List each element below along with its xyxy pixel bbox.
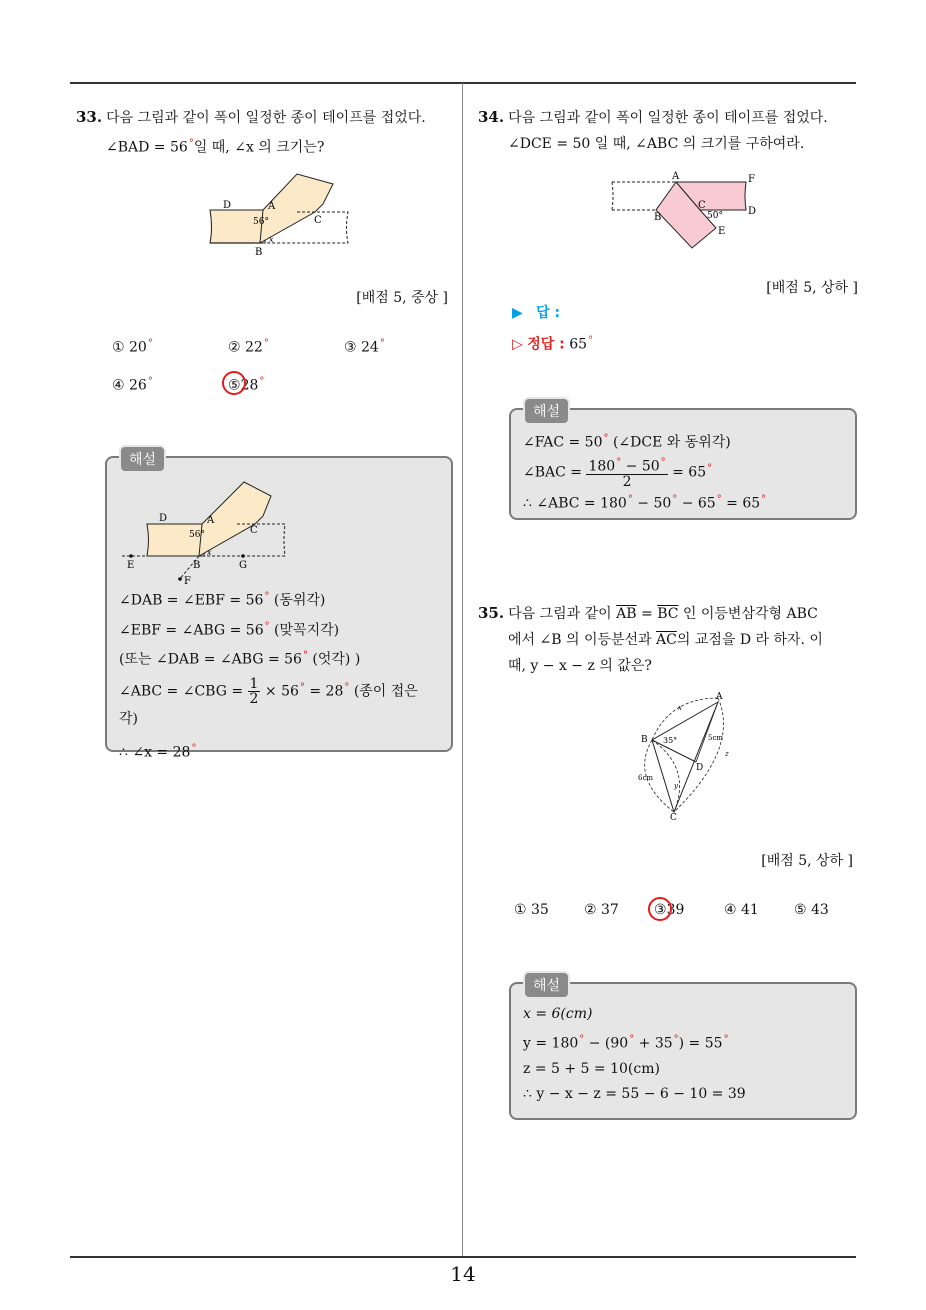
choice-3[interactable]: ③39 — [654, 902, 724, 918]
fig-c: C — [698, 200, 706, 211]
q34-solution-text — [511, 410, 855, 524]
fig-label-b: B — [255, 247, 263, 258]
fig-z: z — [725, 750, 729, 758]
solution-tag: 해설 — [523, 971, 570, 999]
sol-line-2: ∠BAC = $\frac{180^\circ - 50^\circ}{2}$ = 65° — [523, 456, 713, 490]
fig-angle: 35° — [663, 736, 678, 745]
fig-6cm: 6cm — [638, 774, 654, 782]
sol-line-3: z = 5 + 5 = 10(cm) — [523, 1060, 660, 1077]
q33-figure — [205, 168, 355, 258]
question-text: 다음 그림과 같이 폭이 일정한 종이 테이프를 접었다. — [508, 110, 828, 126]
fig-angle: 56° — [253, 217, 269, 227]
question-35 — [478, 600, 860, 679]
correct-value: 65 — [569, 336, 588, 353]
question-34-line1 — [478, 104, 858, 131]
question-number: 35. — [478, 604, 505, 622]
q33-score: [배점 5, 중상 ] — [356, 290, 448, 306]
correct-label: 정답 : — [527, 336, 565, 353]
sol-fig-e: E — [127, 560, 135, 571]
question-number: 33. — [76, 108, 103, 126]
solution-tag: 해설 — [119, 445, 166, 473]
sol-fig-a: A — [207, 515, 215, 526]
q35-solution-box — [509, 978, 857, 1120]
fig-e: E — [718, 226, 726, 237]
fig-a: A — [672, 171, 680, 182]
fig-b: B — [654, 212, 662, 223]
fig-y: y — [674, 782, 678, 790]
fig-label-d: D — [223, 200, 232, 211]
sol-line-4: ∠ABC = ∠CBG = $\frac{1}{2}$ × 56° = 28° (종이 접은 — [119, 676, 418, 708]
sol-fig-f: F — [184, 576, 191, 587]
selected-answer-mark — [648, 897, 672, 921]
fig-d: D — [696, 763, 704, 773]
condition-angle: ∠BAD = 56 — [106, 139, 188, 156]
sol-line-1: ∠FAC = 50° (∠DCE 와 동위각) — [523, 433, 731, 451]
choice-1[interactable]: ① 35 — [514, 902, 549, 918]
correct-arrow-icon: ▷ — [512, 336, 523, 353]
q35-choices — [514, 902, 854, 918]
answer-label: 답 : — [536, 305, 561, 321]
fig-angle: 50° — [707, 211, 723, 221]
fig-a: A — [716, 692, 723, 702]
q34-solution-box — [509, 404, 857, 520]
question-35-line1: 35. 다음 그림과 같이 $\overline{AB} = \overline{BC}$ 인 이등변삼각형 ABC — [478, 604, 818, 622]
fig-d: D — [748, 206, 757, 217]
sol-line-6: ∴ ∠x = 28° — [119, 742, 197, 761]
q33-solution-text — [107, 584, 461, 775]
question-34-condition: ∠DCE = 50 일 때, ∠ABC 의 크기를 구하여라. — [508, 136, 805, 152]
question-number: 34. — [478, 108, 505, 126]
question-33-condition: ∠BAD = 56°일 때, ∠x 의 크기는? — [106, 138, 325, 156]
sol-line-3: (또는 ∠DAB = ∠ABG = 56° (엇각) ) — [119, 650, 361, 668]
sol-fig-x: x — [207, 548, 212, 557]
fig-label-c: C — [314, 215, 322, 226]
sol-line-4: ∴ y − x − z = 55 − 6 − 10 = 39 — [523, 1085, 746, 1102]
fig-f: F — [748, 174, 755, 185]
choice-4[interactable]: ④ 41 — [724, 902, 759, 918]
selected-answer-mark — [222, 371, 246, 395]
choice-5[interactable]: ⑤ 43 — [794, 902, 829, 918]
fig-x: x — [269, 235, 274, 244]
fig-c: C — [670, 813, 677, 822]
fraction-half: $\frac{1}{2}$ — [249, 676, 259, 708]
sol-line-1: ∠DAB = ∠EBF = 56° (동위각) — [119, 591, 326, 609]
choice-3[interactable]: ③ 24° — [344, 338, 385, 356]
q34-figure — [608, 168, 768, 253]
question-35-line2: 에서 ∠B 의 이등분선과 $\overline{AC}$의 교점을 D 라 하자. 이 — [508, 632, 823, 648]
condition-text: 일 때, ∠x 의 크기는? — [193, 139, 325, 156]
answer-arrow-icon: ▶ — [512, 305, 523, 321]
q33-solution-figure — [117, 480, 297, 590]
q35-score: [배점 5, 상하 ] — [761, 853, 853, 869]
fraction: $\frac{180^\circ - 50^\circ}{2}$ — [588, 456, 666, 490]
sol-fig-d: D — [159, 513, 168, 524]
bottom-rule — [70, 1256, 856, 1258]
choice-2[interactable]: ② 22° — [228, 338, 269, 356]
fig-5cm: 5cm — [708, 734, 724, 742]
question-33-line1 — [76, 104, 456, 131]
q34-correct-line: ▷ 정답 : 65° — [512, 335, 594, 353]
q34-answer-line — [512, 300, 560, 326]
sol-line-3: ∴ ∠ABC = 180° − 50° − 65° = 65° — [523, 493, 767, 512]
choice-1[interactable]: ① 20° — [112, 338, 153, 356]
choice-5[interactable]: ⑤28° — [228, 376, 344, 394]
question-35-line3: 때, y − x − z 의 값은? — [508, 658, 652, 674]
page-number: 14 — [450, 1262, 476, 1286]
sol-line-5: 각) — [119, 710, 138, 727]
q35-figure — [630, 688, 740, 822]
sol-fig-c: C — [250, 525, 258, 536]
question-33 — [76, 104, 456, 161]
fig-b: B — [641, 735, 648, 745]
sol-line-2: y = 180° − (90° + 35°) = 55° — [523, 1034, 729, 1052]
fig-label-a: A — [268, 201, 276, 212]
q35-solution-text — [511, 984, 855, 1117]
q33-choices — [112, 338, 452, 393]
column-divider — [462, 83, 463, 1257]
q33-solution-box — [105, 452, 453, 761]
question-34 — [478, 104, 858, 157]
fig-x: x — [678, 704, 682, 712]
q34-score: [배점 5, 상하 ] — [766, 280, 858, 296]
sol-fig-g: G — [239, 560, 247, 571]
choice-2[interactable]: ② 37 — [584, 902, 619, 918]
choice-4[interactable]: ④ 26° — [112, 375, 153, 394]
sol-fig-b: B — [193, 560, 201, 571]
top-rule — [70, 82, 856, 84]
sol-fig-angle: 56° — [189, 530, 205, 540]
sol-line-2: ∠EBF = ∠ABG = 56° (맞꼭지각) — [119, 620, 340, 639]
question-text: 다음 그림과 같이 폭이 일정한 종이 테이프를 접었다. — [106, 110, 426, 126]
sol-line-1: x = 6(cm) — [523, 1006, 593, 1022]
solution-tag: 해설 — [523, 397, 570, 425]
